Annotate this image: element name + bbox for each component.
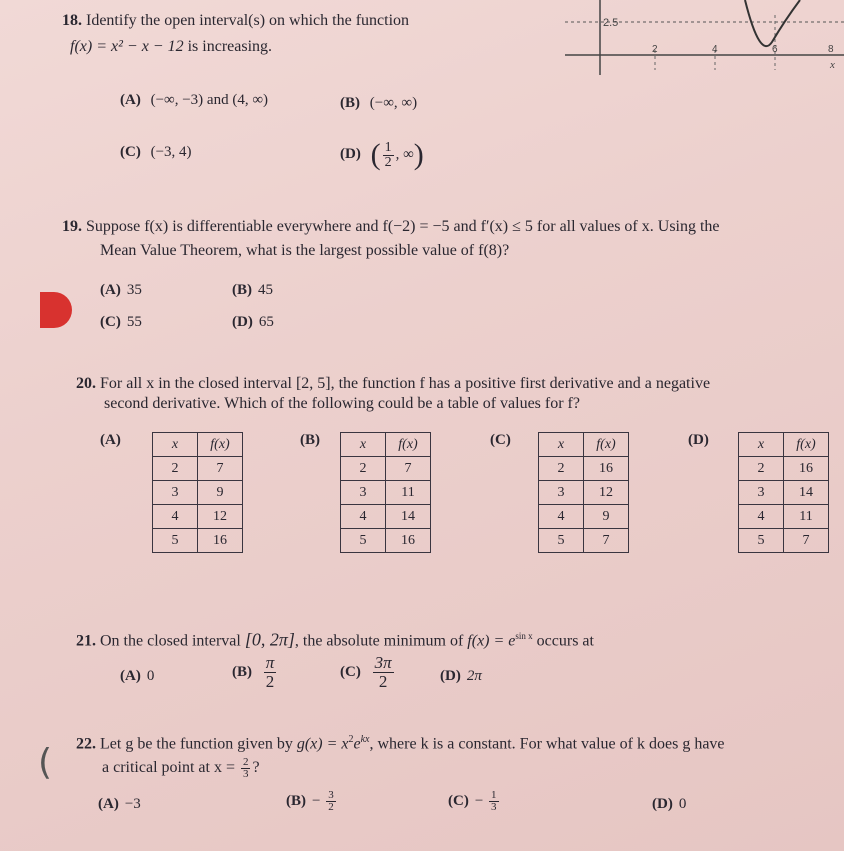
question-text: , the absolute minimum of [294,632,464,650]
table-option-b[interactable]: x f(x) 2 7 3 11 4 14 5 16 [340,432,431,553]
option-22b[interactable]: (B) − $\frac{3}{2}$ [286,789,334,813]
option-text: 55 [126,314,142,330]
question-number: 21. [76,632,96,650]
red-marker [40,292,72,328]
function-expression: f(x) = x² − x − 12 [70,38,184,55]
question-number: 20. [76,375,96,392]
graph-x-label: x [830,59,835,71]
option-19d[interactable]: (D) 65 [232,314,274,330]
table-row: 3 12 [539,481,629,505]
table-row: 5 7 [539,529,629,553]
option-20d-label[interactable]: (D) [688,432,709,448]
question-20 [76,373,826,395]
option-19b[interactable]: (B) 45 [232,282,273,298]
table-row: 2 7 [341,457,431,481]
option-18b[interactable] [340,95,417,112]
question-text: is increasing. [187,38,273,55]
option-label: (D) [340,146,361,163]
option-22d[interactable]: (D) 0 [652,796,687,812]
function-graph [560,0,844,80]
option-21d[interactable]: (D) 2π [440,668,482,684]
question-text: a critical point at x = [102,759,235,777]
option-20c-label[interactable]: (C) [490,432,511,448]
option-label: (A) [120,92,141,108]
table-row: 4 9 [539,505,629,529]
option-20a-label[interactable]: (A) [100,432,121,448]
option-21b[interactable]: (B) $\frac{\pi}{2}$ [232,653,275,691]
question-number: 19. [62,218,82,235]
option-18a[interactable] [120,92,268,109]
table-row: 4 14 [341,505,431,529]
fraction: $\frac{1}{3}$ [491,789,497,813]
option-text: 45 [258,282,273,298]
option-text: 35 [126,282,142,298]
question-text: On the closed interval [100,632,241,650]
table-row: 3 9 [153,481,243,505]
question-text: occurs at [536,632,594,650]
option-21a[interactable]: (A) 0 [120,668,155,684]
option-18d[interactable]: (D) ( $\frac{1}{2}$ , ∞) [340,138,424,171]
option-text: (−∞, ∞) [369,95,418,111]
option-label: (B) [340,95,360,111]
question-text: Mean Value Theorem, what is the largest possible value of f(8)? [100,242,510,259]
table-row: 5 16 [153,529,243,553]
question-19 [62,216,822,238]
table-row: 4 11 [739,505,829,529]
table-row: 3 14 [739,481,829,505]
question-text: For all x in the closed interval [2, 5], the function f has a positive first derivative and a negative [100,375,711,392]
exponent: sin x [515,631,533,641]
graph-x-tick: 8 [828,44,834,55]
question-20-line2 [104,393,580,415]
handwritten-parenthesis: ( [38,742,53,783]
question-text: Let g be the function given by [100,735,293,753]
option-text: −3 [124,796,141,812]
table-row: 3 11 [341,481,431,505]
option-text: 0 [146,668,155,684]
option-20b-label[interactable]: (B) [300,432,320,448]
option-text: , ∞ [395,146,414,163]
fraction: $\frac{3}{2}$ [328,789,334,813]
graph-x-tick: 2 [652,44,658,55]
table-option-a[interactable]: x f(x) 2 7 3 9 4 12 5 16 [152,432,243,553]
question-number: 18. [62,12,82,29]
option-19a[interactable]: (A) 35 [100,282,142,298]
table-row: 2 16 [539,457,629,481]
option-22a[interactable]: (A) −3 [98,796,141,812]
question-18-line2 [70,36,272,58]
question-text: Suppose f(x) is differentiable everywhere and f(−2) = −5 and f′(x) ≤ 5 for all values of x. Using the [86,218,720,235]
table-row: 4 12 [153,505,243,529]
table-option-c[interactable]: x f(x) 2 16 3 12 4 9 5 7 [538,432,629,553]
option-text: (−3, 4) [150,144,192,160]
function-expression: g(x) = x [296,735,349,753]
option-text: 0 [678,796,687,812]
option-18c[interactable] [120,144,192,161]
option-21c[interactable]: (C) $\frac{3\pi}{2}$ [340,653,392,691]
graph-y-label: 2.5 [603,17,619,29]
option-text: (−∞, −3) and (4, ∞) [150,92,269,108]
question-18 [62,10,409,32]
question-number: 22. [76,735,96,753]
fraction: $\frac{\pi}{2}$ [265,653,275,691]
option-text: 65 [258,314,274,330]
table-option-d[interactable]: x f(x) 2 16 3 14 4 11 5 7 [738,432,829,553]
question-text: Identify the open interval(s) on which the function [86,12,410,29]
question-22: 22. Let g be the function given by $g(x) = x^2e^{kx}$, where k is a constant. For what value of k does g have [76,734,725,753]
interval: [0, 2π] [244,629,295,650]
function-expression: f(x) = e [467,632,516,650]
question-text: , where k is a constant. For what value of k does g have [369,735,725,753]
graph-curve [745,0,800,46]
question-21 [76,625,594,652]
table-row: 2 16 [739,457,829,481]
graph-x-tick: 6 [772,44,778,55]
option-19c[interactable]: (C) 55 [100,314,142,330]
table-row: 2 7 [153,457,243,481]
option-text: 2π [466,668,482,684]
fraction: $\frac{3\pi}{2}$ [374,653,392,691]
option-label: (C) [120,144,141,160]
question-19-line2 [100,240,509,262]
table-row: 5 16 [341,529,431,553]
fraction: $\frac{1}{2}$ [384,139,392,170]
question-22-line2: a critical point at x = $\frac{2}{3}$ ? [102,756,260,780]
graph-x-tick: 4 [712,44,718,55]
fraction: $\frac{2}{3}$ [242,756,249,780]
option-22c[interactable]: (C) − $\frac{1}{3}$ [448,789,497,813]
table-row: 5 7 [739,529,829,553]
question-text: second derivative. Which of the following could be a table of values for f? [104,395,580,412]
